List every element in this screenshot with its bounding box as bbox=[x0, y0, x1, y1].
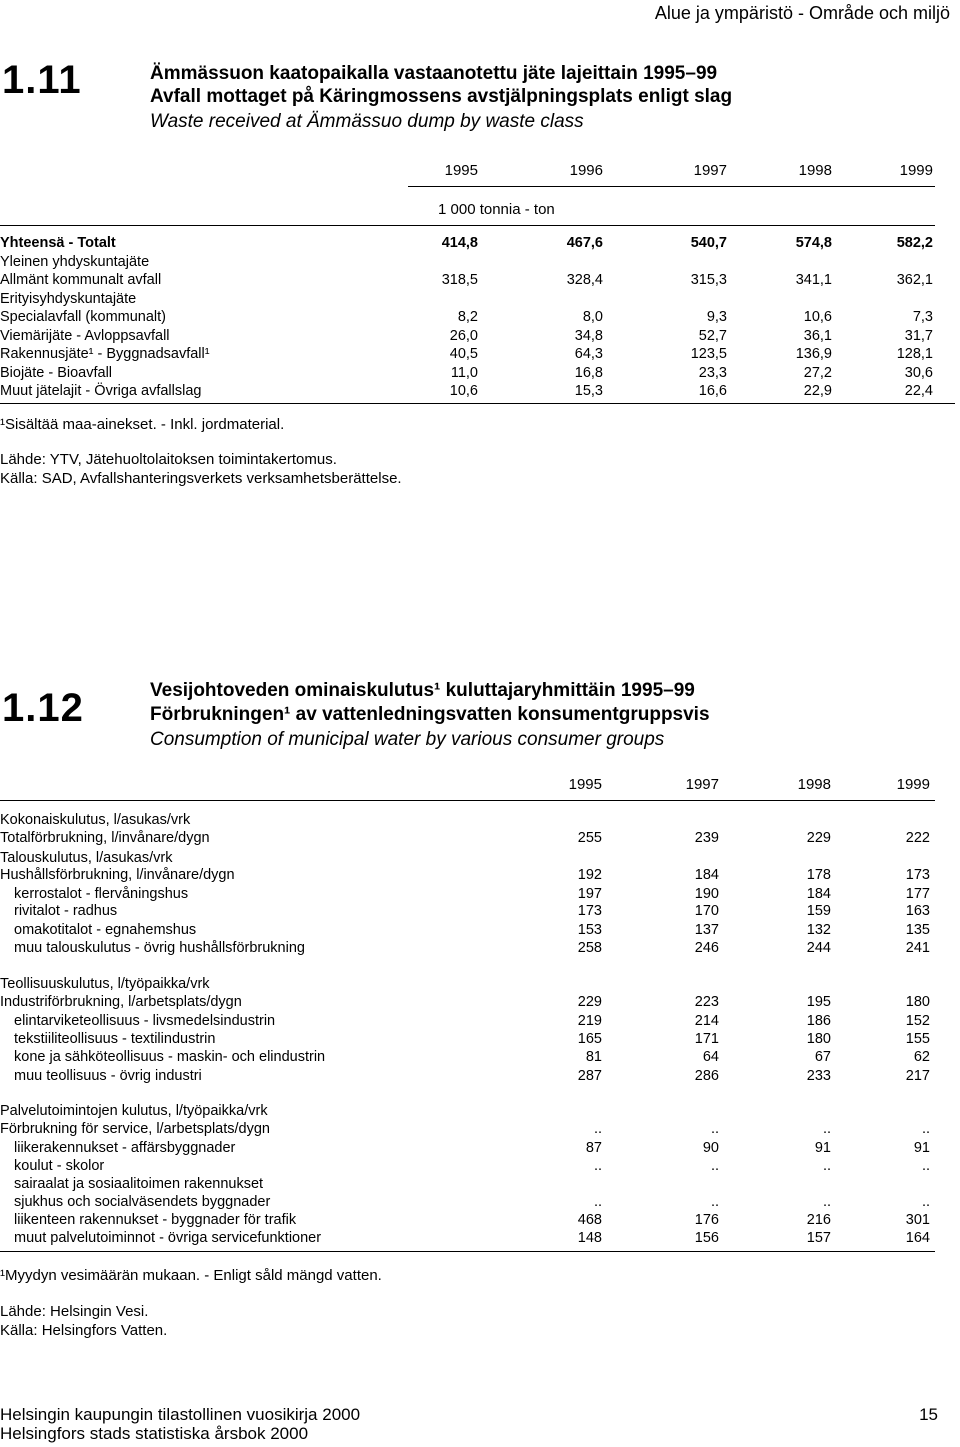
table-cell: 22,4 bbox=[904, 383, 933, 399]
table-title-fi: Vesijohtoveden ominaiskulutus¹ kuluttajaryhmittäin 1995–99 bbox=[150, 680, 695, 701]
table-cell: 15,3 bbox=[574, 383, 603, 399]
table-cell: 287 bbox=[577, 1068, 602, 1084]
table-cell: 159 bbox=[806, 903, 831, 919]
footer-title-fi: Helsingin kaupungin tilastollinen vuosikirja 2000 bbox=[0, 1405, 361, 1424]
table-number: 1.12 bbox=[2, 686, 84, 730]
table-cell: 10,6 bbox=[803, 309, 832, 325]
table-cell: 258 bbox=[577, 940, 602, 956]
table-cell: 156 bbox=[694, 1230, 719, 1246]
table-cell: 171 bbox=[694, 1031, 719, 1047]
table-cell: 27,2 bbox=[803, 364, 832, 381]
year-header: 1998 bbox=[798, 162, 832, 179]
table-cell: 362,1 bbox=[896, 272, 933, 288]
table-cell: 152 bbox=[905, 1013, 930, 1029]
row-label: Rakennusjäte¹ - Byggnadsavfall¹ bbox=[0, 346, 210, 362]
year-header: 1995 bbox=[444, 162, 478, 179]
table-cell: 216 bbox=[806, 1212, 831, 1228]
table-cell: .. bbox=[822, 1194, 831, 1210]
table-cell: 16,8 bbox=[574, 364, 603, 381]
row-label: muu talouskulutus - övrig hushållsförbrukning bbox=[14, 940, 305, 956]
row-label: sairaalat ja sosiaalitoimen rakennukset bbox=[14, 1176, 264, 1192]
table-cell: .. bbox=[710, 1121, 719, 1137]
row-label: Kokonaiskulutus, l/asukas/vrk bbox=[0, 812, 191, 828]
row-label: kone ja sähköteollisuus - maskin- och elindustrin bbox=[14, 1049, 326, 1065]
table-cell: 26,0 bbox=[449, 327, 478, 344]
table-cell: 90 bbox=[702, 1140, 719, 1156]
table-cell: 155 bbox=[905, 1031, 930, 1047]
table-cell: 23,3 bbox=[698, 364, 727, 381]
footnote: ¹Sisältää maa-ainekset. - Inkl. jordmaterial. bbox=[0, 416, 285, 433]
table-cell: 34,8 bbox=[574, 327, 603, 344]
table-cell: 574,8 bbox=[795, 235, 832, 251]
table-cell: 255 bbox=[577, 830, 602, 846]
table-cell: 222 bbox=[905, 830, 930, 846]
row-label: liikerakennukset - affärsbyggnader bbox=[14, 1140, 236, 1156]
row-label: Specialavfall (kommunalt) bbox=[0, 309, 167, 325]
table-cell: 16,6 bbox=[698, 383, 727, 399]
table-cell: 170 bbox=[694, 903, 719, 919]
row-label: Viemärijäte - Avloppsavfall bbox=[0, 327, 170, 344]
table-cell: 64 bbox=[702, 1049, 719, 1065]
table-cell: 341,1 bbox=[795, 272, 832, 288]
table-cell: 30,6 bbox=[904, 364, 933, 381]
table-bottom-rule bbox=[0, 1251, 935, 1252]
year-header: 1997 bbox=[693, 162, 727, 179]
table-cell: 31,7 bbox=[904, 327, 933, 344]
year-header: 1995 bbox=[568, 776, 602, 793]
table-cell: 7,3 bbox=[912, 309, 933, 325]
table-cell: 8,2 bbox=[457, 309, 478, 325]
header-rule bbox=[408, 186, 935, 187]
table-cell: 163 bbox=[905, 903, 930, 919]
table-cell: 137 bbox=[694, 922, 719, 938]
table-cell: 244 bbox=[806, 940, 831, 956]
table-cell: 229 bbox=[806, 830, 831, 846]
table-cell: 8,0 bbox=[582, 309, 603, 325]
row-label: Muut jätelajit - Övriga avfallslag bbox=[0, 383, 202, 399]
table-cell: 178 bbox=[806, 867, 831, 883]
row-label: Talouskulutus, l/asukas/vrk bbox=[0, 850, 173, 866]
table-cell: 135 bbox=[905, 922, 930, 938]
table-cell: 36,1 bbox=[803, 327, 832, 344]
row-label: Erityisyhdyskuntajäte bbox=[0, 290, 137, 307]
row-label: sjukhus och socialväsendets byggnader bbox=[14, 1194, 271, 1210]
table-cell: 241 bbox=[905, 940, 930, 956]
table-cell: 328,4 bbox=[566, 272, 603, 288]
table-cell: 186 bbox=[806, 1013, 831, 1029]
table-cell: 64,3 bbox=[574, 346, 603, 362]
footer-title-sv: Helsingfors stads statistiska årsbok 2000 bbox=[0, 1424, 309, 1443]
table-title-sv: Förbrukningen¹ av vattenledningsvatten konsumentgruppsvis bbox=[150, 704, 710, 725]
source-fi: Lähde: YTV, Jätehuoltolaitoksen toimintakertomus. bbox=[0, 451, 337, 468]
row-label: Palvelutoimintojen kulutus, l/työpaikka/vrk bbox=[0, 1103, 268, 1119]
table-cell: 165 bbox=[577, 1031, 602, 1047]
table-cell: 10,6 bbox=[449, 383, 478, 399]
source-sv: Källa: SAD, Avfallshanteringsverkets verksamhetsberättelse. bbox=[0, 470, 402, 487]
row-label: Totalförbrukning, l/invånare/dygn bbox=[0, 830, 210, 846]
header-rule bbox=[0, 800, 935, 801]
unit-label: 1 000 tonnia - ton bbox=[438, 201, 555, 218]
table-cell: 136,9 bbox=[795, 346, 832, 362]
table-cell: 239 bbox=[694, 830, 719, 846]
table-cell: 52,7 bbox=[698, 327, 727, 344]
row-label: muut palvelutoiminnot - övriga servicefunktioner bbox=[14, 1230, 322, 1246]
row-label: omakotitalot - egnahemshus bbox=[14, 922, 197, 938]
table-cell: 123,5 bbox=[690, 346, 727, 362]
table-cell: 184 bbox=[806, 886, 831, 902]
table-cell: 223 bbox=[694, 994, 719, 1010]
table-cell: 318,5 bbox=[441, 272, 478, 288]
row-label: Yleinen yhdyskuntajäte bbox=[0, 253, 150, 270]
table-cell: 177 bbox=[905, 886, 930, 902]
table-cell: .. bbox=[921, 1121, 930, 1137]
running-header: Alue ja ympäristö - Område och miljö bbox=[654, 3, 950, 23]
table-cell: 67 bbox=[814, 1049, 831, 1065]
row-label: rivitalot - radhus bbox=[14, 903, 118, 919]
year-header: 1997 bbox=[685, 776, 719, 793]
table-cell: 132 bbox=[806, 922, 831, 938]
table-cell: 11,0 bbox=[450, 364, 478, 381]
row-label: Hushållsförbrukning, l/invånare/dygn bbox=[0, 867, 235, 883]
row-label: kerrostalot - flervåningshus bbox=[14, 886, 189, 902]
table-cell: 153 bbox=[577, 922, 602, 938]
row-label: Industriförbrukning, l/arbetsplats/dygn bbox=[0, 994, 242, 1010]
table-title-sv: Avfall mottaget på Käringmossens avstjälpningsplats enligt slag bbox=[150, 86, 733, 107]
table-cell: .. bbox=[710, 1194, 719, 1210]
table-cell: 180 bbox=[806, 1031, 831, 1047]
table-cell: 180 bbox=[905, 994, 930, 1010]
table-title-en: Consumption of municipal water by various consumer groups bbox=[150, 729, 665, 750]
footnote: ¹Myydyn vesimäärän mukaan. - Enligt såld mängd vatten. bbox=[0, 1267, 382, 1284]
table-bottom-rule bbox=[0, 403, 955, 404]
table-cell: 233 bbox=[806, 1068, 831, 1084]
year-header: 1996 bbox=[569, 162, 603, 179]
table-cell: 192 bbox=[577, 867, 602, 883]
table-cell: 40,5 bbox=[449, 346, 478, 362]
table-cell: 173 bbox=[905, 867, 930, 883]
table-cell: 91 bbox=[814, 1140, 831, 1156]
row-label: Förbrukning för service, l/arbetsplats/dygn bbox=[0, 1121, 270, 1137]
row-label: Biojäte - Bioavfall bbox=[0, 364, 113, 381]
table-cell: 157 bbox=[806, 1230, 831, 1246]
table-cell: 22,9 bbox=[803, 383, 832, 399]
table-cell: 164 bbox=[905, 1230, 930, 1246]
table-cell: .. bbox=[822, 1158, 831, 1174]
row-label: elintarviketeollisuus - livsmedelsindustrin bbox=[14, 1013, 276, 1029]
table-cell: 173 bbox=[577, 903, 602, 919]
source-fi: Lähde: Helsingin Vesi. bbox=[0, 1303, 149, 1320]
table-cell: 148 bbox=[577, 1230, 602, 1246]
page-number: 15 bbox=[919, 1405, 938, 1424]
table-title-fi: Ämmässuon kaatopaikalla vastaanotettu jäte lajeittain 1995–99 bbox=[150, 63, 718, 84]
table-cell: 301 bbox=[905, 1212, 930, 1228]
table-cell: 9,3 bbox=[706, 309, 727, 325]
header-rule bbox=[0, 225, 935, 226]
table-cell: 582,2 bbox=[896, 235, 933, 251]
table-cell: .. bbox=[593, 1121, 602, 1137]
table-cell: 81 bbox=[585, 1049, 602, 1065]
row-label: Allmänt kommunalt avfall bbox=[0, 272, 162, 288]
table-cell: .. bbox=[822, 1121, 831, 1137]
table-cell: 219 bbox=[577, 1013, 602, 1029]
table-cell: .. bbox=[921, 1158, 930, 1174]
table-cell: .. bbox=[710, 1158, 719, 1174]
table-cell: 176 bbox=[694, 1212, 719, 1228]
row-label: liikenteen rakennukset - byggnader för trafik bbox=[14, 1212, 297, 1228]
row-label: Teollisuuskulutus, l/työpaikka/vrk bbox=[0, 976, 210, 992]
table-cell: 468 bbox=[577, 1212, 602, 1228]
table-number: 1.11 bbox=[2, 58, 82, 102]
table-cell: 414,8 bbox=[441, 235, 478, 251]
table-cell: 197 bbox=[577, 886, 602, 902]
table-cell: 195 bbox=[806, 994, 831, 1010]
table-cell: 91 bbox=[913, 1140, 930, 1156]
source-sv: Källa: Helsingfors Vatten. bbox=[0, 1322, 168, 1339]
table-cell: 214 bbox=[694, 1013, 719, 1029]
table-cell: 128,1 bbox=[896, 346, 933, 362]
table-cell: 87 bbox=[585, 1140, 602, 1156]
row-label: Yhteensä - Totalt bbox=[0, 235, 116, 251]
table-cell: .. bbox=[921, 1194, 930, 1210]
row-label: muu teollisuus - övrig industri bbox=[14, 1068, 202, 1084]
year-header: 1999 bbox=[896, 776, 930, 793]
year-header: 1998 bbox=[797, 776, 831, 793]
year-header: 1999 bbox=[899, 162, 933, 179]
table-cell: .. bbox=[593, 1158, 602, 1174]
table-cell: 184 bbox=[694, 867, 719, 883]
table-cell: 246 bbox=[694, 940, 719, 956]
table-cell: 62 bbox=[913, 1049, 930, 1065]
table-cell: 229 bbox=[577, 994, 602, 1010]
table-cell: 217 bbox=[905, 1068, 930, 1084]
table-cell: 286 bbox=[694, 1068, 719, 1084]
row-label: tekstiiliteollisuus - textilindustrin bbox=[14, 1031, 216, 1047]
table-cell: 540,7 bbox=[690, 235, 727, 251]
table-cell: 190 bbox=[694, 886, 719, 902]
row-label: koulut - skolor bbox=[14, 1158, 105, 1174]
table-cell: 315,3 bbox=[690, 272, 727, 288]
table-cell: 467,6 bbox=[566, 235, 603, 251]
table-cell: .. bbox=[593, 1194, 602, 1210]
table-title-en: Waste received at Ämmässuo dump by waste class bbox=[150, 111, 584, 132]
